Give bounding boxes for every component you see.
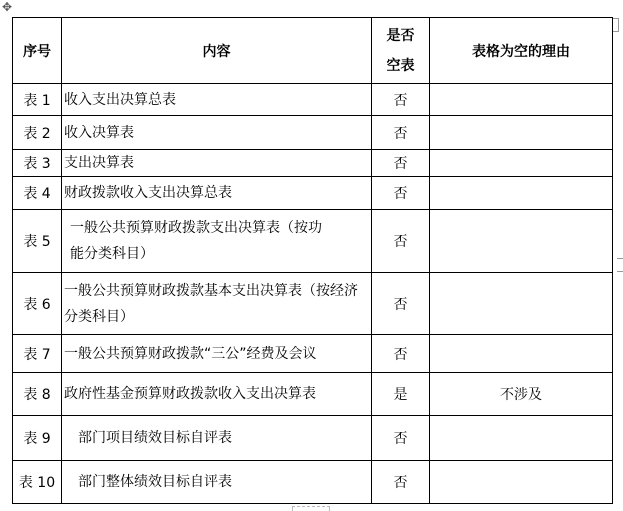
row-reason	[430, 210, 613, 273]
header-content: 内容	[62, 18, 372, 84]
table-row	[13, 150, 613, 177]
row-content: 部门整体绩效目标自评表	[62, 461, 372, 504]
table-row	[13, 84, 613, 116]
header-reason: 表格为空的理由	[430, 18, 613, 84]
page-edge-mark	[292, 506, 330, 511]
row-empty: 是	[372, 373, 430, 416]
row-no: 表 3	[13, 150, 62, 177]
row-reason	[430, 84, 613, 116]
row-reason	[430, 273, 613, 335]
row-reason	[430, 461, 613, 504]
row-no: 表 9	[13, 416, 62, 461]
row-reason	[430, 335, 613, 373]
row-no: 表 10	[13, 461, 62, 504]
row-no: 表 2	[13, 116, 62, 150]
row-reason	[430, 116, 613, 150]
row-content: 部门项目绩效目标自评表	[62, 416, 372, 461]
margin-mark	[617, 258, 623, 272]
row-reason	[430, 177, 613, 210]
table-row	[13, 461, 613, 504]
row-empty: 否	[372, 416, 430, 461]
row-content: 一般公共预算财政拨款支出决算表（按功能分类科目）	[62, 210, 372, 273]
row-no: 表 4	[13, 177, 62, 210]
table-header-row	[13, 18, 613, 84]
header-is-empty-line2: 空表	[386, 57, 415, 74]
table-row	[13, 177, 613, 210]
table-row	[13, 116, 613, 150]
row-no: 表 5	[13, 210, 62, 273]
row-content: 支出决算表	[62, 150, 372, 177]
row-content: 收入支出决算总表	[62, 84, 372, 116]
header-is-empty-line1: 是否	[386, 27, 415, 44]
row-content: 一般公共预算财政拨款“三公”经费及会议	[62, 335, 372, 373]
table-row	[13, 416, 613, 461]
row-content: 一般公共预算财政拨款基本支出决算表（按经济分类科目）	[62, 273, 372, 335]
row-reason	[430, 150, 613, 177]
row-no: 表 1	[13, 84, 62, 116]
row-content: 收入决算表	[62, 116, 372, 150]
table-row	[13, 335, 613, 373]
row-no: 表 7	[13, 335, 62, 373]
row-empty: 否	[372, 177, 430, 210]
row-empty: 否	[372, 335, 430, 373]
header-no: 序号	[13, 18, 62, 84]
header-is-empty	[372, 18, 430, 84]
row-content: 政府性基金预算财政拨款收入支出决算表	[62, 373, 372, 416]
row-reason	[430, 416, 613, 461]
row-empty: 否	[372, 273, 430, 335]
report-index-table	[12, 17, 613, 504]
row-empty: 否	[372, 461, 430, 504]
table-row	[13, 373, 613, 416]
row-reason: 不涉及	[430, 373, 613, 416]
row-empty: 否	[372, 150, 430, 177]
row-no: 表 6	[13, 273, 62, 335]
table-row	[13, 273, 613, 335]
row-no: 表 8	[13, 373, 62, 416]
row-empty: 否	[372, 84, 430, 116]
row-empty: 否	[372, 116, 430, 150]
margin-mark	[612, 18, 619, 32]
move-handle-icon[interactable]: ✥	[1, 0, 13, 14]
table-row	[13, 210, 613, 273]
row-content: 财政拨款收入支出决算总表	[62, 177, 372, 210]
row-empty: 否	[372, 210, 430, 273]
